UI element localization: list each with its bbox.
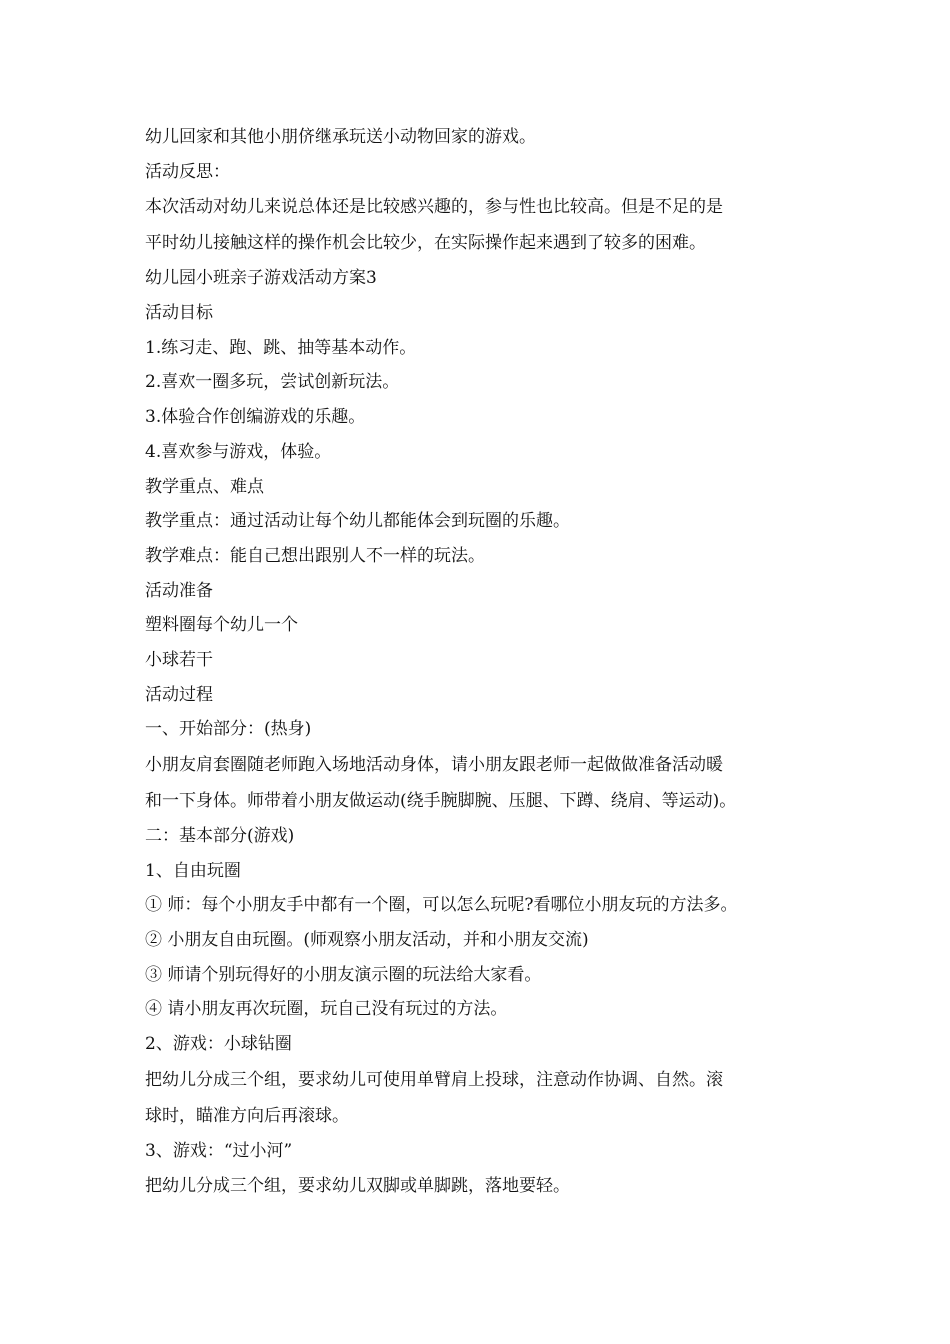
section-heading: 教学重点、难点 (145, 476, 264, 497)
list-item: 4.喜欢参与游戏，体验。 (145, 441, 332, 462)
list-item: 1.练习走、跑、跳、抽等基本动作。 (145, 337, 417, 358)
section-heading: 活动反思： (145, 161, 230, 182)
text-line: 幼儿回家和其他小朋侪继承玩送小动物回家的游戏。 (145, 127, 536, 147)
text-line: 和一下身体。师带着小朋友做运动(绕手腕脚腕、压腿、下蹲、绕肩、等运动)。 (145, 791, 737, 811)
text-line: 塑料圈每个幼儿一个 (145, 615, 298, 636)
section-heading: 活动过程 (145, 684, 213, 705)
text-line: 小朋友肩套圈随老师跑入场地活动身体，请小朋友跟老师一起做做准备活动暖 (145, 755, 723, 775)
list-item: 2.喜欢一圈多玩，尝试创新玩法。 (145, 372, 400, 393)
text-line: 把幼儿分成三个组，要求幼儿可使用单臂肩上投球，注意动作协调、自然。滚 (145, 1069, 723, 1090)
text-line: 把幼儿分成三个组，要求幼儿双脚或单脚跳，落地要轻。 (145, 1175, 570, 1196)
text-line: 本次活动对幼儿来说总体还是比较感兴趣的，参与性也比较高。但是不足的是 (145, 197, 723, 218)
text-line: 平时幼儿接触这样的操作机会比较少，在实际操作起来遇到了较多的困难。 (145, 233, 706, 254)
list-item: ③ 师请个别玩得好的小朋友演示圈的玩法给大家看。 (145, 964, 542, 985)
section-heading: 二：基本部分(游戏) (145, 826, 295, 846)
list-item: ② 小朋友自由玩圈。(师观察小朋友活动，并和小朋友交流) (145, 930, 589, 951)
document-title: 幼儿园小班亲子游戏活动方案3 (145, 268, 377, 289)
subsection-heading: 3、游戏：“过小河” (145, 1140, 293, 1161)
text-line: 教学难点：能自己想出跟别人不一样的玩法。 (145, 545, 485, 566)
section-heading: 一、开始部分：(热身) (145, 719, 312, 740)
subsection-heading: 2、游戏：小球钻圈 (145, 1034, 292, 1055)
text-line: 小球若干 (145, 649, 213, 670)
text-line: 球时，瞄准方向后再滚球。 (145, 1105, 349, 1126)
section-heading: 活动准备 (145, 580, 213, 601)
list-item: ④ 请小朋友再次玩圈，玩自己没有玩过的方法。 (145, 999, 508, 1020)
subsection-heading: 1、自由玩圈 (145, 860, 241, 881)
text-line: 教学重点：通过活动让每个幼儿都能体会到玩圈的乐趣。 (145, 511, 570, 532)
document-body (145, 120, 815, 1203)
list-item: 3.体验合作创编游戏的乐趣。 (145, 407, 366, 428)
section-heading: 活动目标 (145, 303, 213, 324)
list-item: ① 师：每个小朋友手中都有一个圈，可以怎么玩呢?看哪位小朋友玩的方法多。 (145, 895, 738, 916)
